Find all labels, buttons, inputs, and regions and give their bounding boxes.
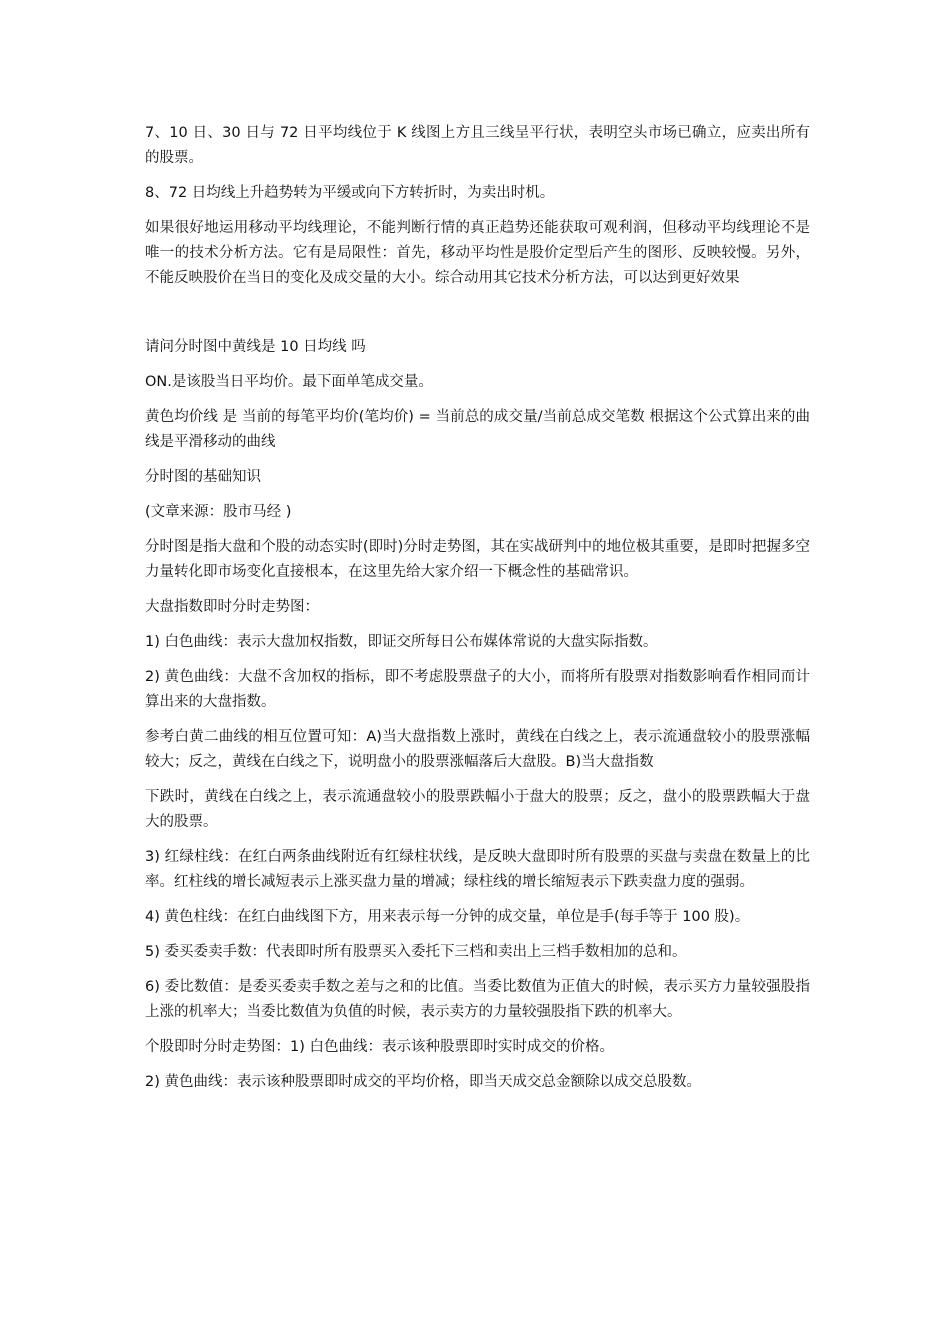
paragraph-answer-average-price: ON.是该股当日平均价。最下面单笔成交量。 [145,374,433,390]
paragraph-stock-yellow-curve: 2) 黄色曲线：表示该种股票即时成交的平均价格，即当天成交总金额除以成交总股数。 [145,1074,701,1090]
paragraph-source: (文章来源：股市马经 ) [145,504,292,520]
paragraph-curve-relation-a: 参考白黄二曲线的相互位置可知：A)当大盘指数上涨时，黄线在白线之上，表示流通盘较小的股票涨幅较大；反之，黄线在白线之下，说明盘小的股票涨幅落后大盘股。B)当大盘指数 [145,729,810,770]
paragraph-intraday-chart-intro: 分时图是指大盘和个股的动态实时(即时)分时走势图，其在实战研判中的地位极其重要，是即时把握多空力量转化即市场变化直接根本，在这里先给大家介绍一下概念性的基础常识。 [145,539,810,580]
document-page [145,121,810,1105]
paragraph-stock-white-curve: 个股即时分时走势图：1) 白色曲线：表示该种股票即时实时成交的价格。 [145,1039,614,1055]
paragraph-ma-72-bearish: 7、10 日、30 日与 72 日平均线位于 K 线图上方且三线呈平行状，表明空头市场已确立，应卖出所有的股票。 [145,125,810,166]
paragraph-bid-ask-volume: 5) 委买委卖手数：代表即时所有股票买入委托下三档和卖出上三档手数相加的总和。 [145,944,687,960]
paragraph-ma-theory-limitations: 如果很好地运用移动平均线理论，不能判断行情的真正趋势还能获取可观利润，但移动平均线理论不是唯一的技术分析方法。它有是局限性：首先，移动平均性是股价定型后产生的图形、反映较慢。另外，不能反映股价在当日的变化及成交量的大小。综合动用其它技术分析方法，可以达到更好效果 [145,220,810,286]
paragraph-yellow-average-line: 黄色均价线 是 当前的每笔平均价(笔均价) = 当前总的成交量/当前总成交笔数 根据这个公式算出来的曲线是平滑移动的曲线 [145,409,810,450]
paragraph-white-curve: 1) 白色曲线：表示大盘加权指数，即证交所每日公布媒体常说的大盘实际指数。 [145,634,658,650]
paragraph-index-chart-heading: 大盘指数即时分时走势图： [145,599,319,615]
paragraph-yellow-curve: 2) 黄色曲线：大盘不含加权的指标，即不考虑股票盘子的大小，而将所有股票对指数影响看作相同而计算出来的大盘指数。 [145,669,810,710]
paragraph-red-green-bars: 3) 红绿柱线：在红白两条曲线附近有红绿柱状线，是反映大盘即时所有股票的买盘与卖盘在数量上的比率。红柱线的增长减短表示上涨买盘力量的增减；绿柱线的增长缩短表示下跌卖盘力度的强弱。 [145,849,810,890]
paragraph-heading-basics: 分时图的基础知识 [145,469,261,485]
paragraph-question-yellow-line: 请问分时图中黄线是 10 日均线 吗 [145,339,366,355]
section-gap [145,301,810,335]
paragraph-bid-ask-ratio: 6) 委比数值：是委买委卖手数之差与之和的比值。当委比数值为正值大的时候，表示买方力量较强股指上涨的机率大；当委比数值为负值的时候，表示卖方的力量较强股指下跌的机率大。 [145,979,810,1020]
paragraph-curve-relation-b: 下跌时，黄线在白线之上，表示流通盘较小的股票跌幅小于盘大的股票；反之，盘小的股票跌幅大于盘大的股票。 [145,789,810,830]
paragraph-ma-72-sell-signal: 8、72 日均线上升趋势转为平缓或向下方转折时，为卖出时机。 [145,185,555,201]
paragraph-yellow-bars: 4) 黄色柱线：在红白曲线图下方，用来表示每一分钟的成交量，单位是手(每手等于 100 股)。 [145,909,750,925]
